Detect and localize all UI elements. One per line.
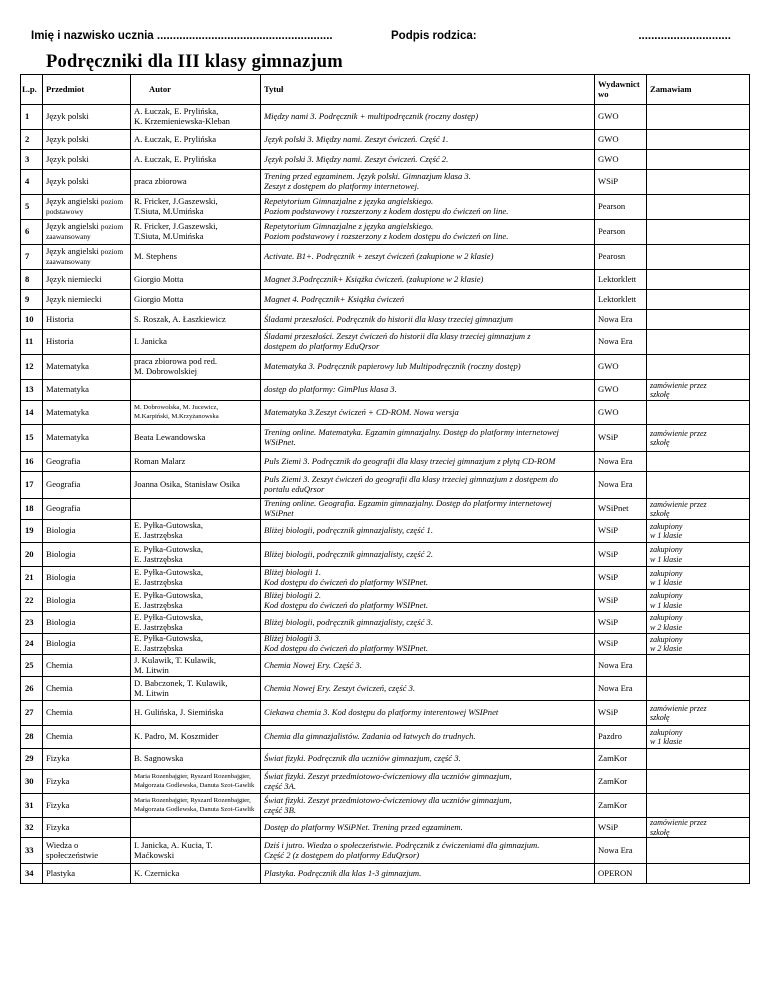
subject-cell bbox=[43, 726, 131, 749]
table-row bbox=[21, 245, 750, 270]
publisher-cell: GWO bbox=[595, 355, 647, 380]
table-row bbox=[21, 818, 750, 838]
subject-cell bbox=[43, 677, 131, 701]
subject-name: Język niemiecki bbox=[46, 273, 102, 284]
author-cell: E. Pyłka-Gutowska, E. Jastrzębska bbox=[131, 567, 261, 590]
row-number: 20 bbox=[21, 543, 43, 567]
subject-name: Język niemiecki bbox=[46, 293, 102, 304]
author-cell bbox=[131, 380, 261, 401]
table-row bbox=[21, 749, 750, 770]
subject-name: Fizyka bbox=[46, 753, 70, 764]
subject-name: Chemia bbox=[46, 731, 73, 742]
publisher-cell: Pearson bbox=[595, 220, 647, 245]
table-row bbox=[21, 105, 750, 130]
row-number: 23 bbox=[21, 612, 43, 634]
subject-name: Matematyka bbox=[46, 432, 89, 443]
order-cell[interactable] bbox=[647, 864, 750, 884]
author-cell: I. Janicka bbox=[131, 330, 261, 355]
row-number: 4 bbox=[21, 170, 43, 195]
row-number: 26 bbox=[21, 677, 43, 701]
subject-cell bbox=[43, 330, 131, 355]
subject-cell bbox=[43, 472, 131, 499]
row-number: 3 bbox=[21, 150, 43, 170]
title-cell: Activate. B1+. Podręcznik + zeszyt ćwiczeń (zakupione w 2 klasie) bbox=[261, 245, 595, 270]
publisher-cell: WSiP bbox=[595, 543, 647, 567]
subject-cell bbox=[43, 310, 131, 330]
publisher-cell: WSiP bbox=[595, 634, 647, 655]
title-cell: Puls Ziemi 3. Podręcznik do geografii dla klasy trzeciej gimnazjum z płytą CD-ROM bbox=[261, 452, 595, 472]
order-cell[interactable]: zakupiony w 1 klasie bbox=[647, 543, 750, 567]
title-cell: Między nami 3. Podręcznik + multipodręcznik (roczny dostęp) bbox=[261, 105, 595, 130]
subject-cell bbox=[43, 634, 131, 655]
subject-cell bbox=[43, 170, 131, 195]
author-cell: A. Łuczak, E. Prylińska, K. Krzemieniewska-Kleban bbox=[131, 105, 261, 130]
subject-name: Matematyka bbox=[46, 361, 89, 372]
row-number: 7 bbox=[21, 245, 43, 270]
publisher-cell: WSiP bbox=[595, 425, 647, 452]
title-cell: Język polski 3. Między nami. Zeszyt ćwiczeń. Część 2. bbox=[261, 150, 595, 170]
order-cell[interactable] bbox=[647, 452, 750, 472]
row-number: 5 bbox=[21, 195, 43, 220]
author-cell: D. Babczonek, T. Kulawik, M. Litwin bbox=[131, 677, 261, 701]
col-header-title: Tytuł bbox=[261, 75, 595, 105]
publisher-cell: WSiP bbox=[595, 701, 647, 726]
table-row bbox=[21, 520, 750, 543]
author-cell: S. Roszak, A. Łaszkiewicz bbox=[131, 310, 261, 330]
publisher-cell: Pearosn bbox=[595, 245, 647, 270]
subject-cell bbox=[43, 270, 131, 290]
row-number: 9 bbox=[21, 290, 43, 310]
row-number: 10 bbox=[21, 310, 43, 330]
table-row bbox=[21, 150, 750, 170]
table-row bbox=[21, 330, 750, 355]
author-cell: A. Łuczak, E. Prylińska bbox=[131, 130, 261, 150]
row-number: 25 bbox=[21, 655, 43, 677]
subject-cell bbox=[43, 794, 131, 818]
subject-cell bbox=[43, 701, 131, 726]
subject-level-note: poziom podstawowy bbox=[46, 197, 124, 216]
table-row bbox=[21, 590, 750, 612]
table-header-row bbox=[21, 75, 750, 105]
publisher-cell: Lektorklett bbox=[595, 290, 647, 310]
subject-name: Matematyka bbox=[46, 384, 89, 395]
author-cell: A. Łuczak, E. Prylińska bbox=[131, 150, 261, 170]
author-cell: R. Fricker, J.Gaszewski, T.Siuta, M.Umińska bbox=[131, 195, 261, 220]
title-cell: Ciekawa chemia 3. Kod dostępu do platformy interentowej WSIPnet bbox=[261, 701, 595, 726]
row-number: 1 bbox=[21, 105, 43, 130]
row-number: 14 bbox=[21, 401, 43, 425]
table-row bbox=[21, 425, 750, 452]
publisher-cell: Nowa Era bbox=[595, 677, 647, 701]
subject-cell bbox=[43, 195, 131, 220]
row-number: 18 bbox=[21, 499, 43, 520]
subject-cell bbox=[43, 150, 131, 170]
subject-name: Historia bbox=[46, 313, 74, 324]
subject-cell bbox=[43, 567, 131, 590]
author-cell: R. Fricker, J.Gaszewski, T.Siuta, M.Umińska bbox=[131, 220, 261, 245]
row-number: 11 bbox=[21, 330, 43, 355]
table-row bbox=[21, 270, 750, 290]
author-cell: Giorgio Motta bbox=[131, 270, 261, 290]
subject-cell bbox=[43, 245, 131, 270]
title-cell: Śladami przeszłości. Zeszyt ćwiczeń do historii dla klasy trzeciej gimnazjum z dostępem do platformy EduQrsor bbox=[261, 330, 595, 355]
title-cell: Repetytorium Gimnazjalne z języka angielskiego. Poziom podstawowy i rozszerzony z kodem dostępu do ćwiczeń on line. bbox=[261, 220, 595, 245]
subject-name: Chemia bbox=[46, 707, 73, 718]
table-row bbox=[21, 170, 750, 195]
publisher-cell: WSiPnet bbox=[595, 499, 647, 520]
table-row bbox=[21, 677, 750, 701]
subject-name: Język polski bbox=[46, 176, 89, 187]
title-cell: Magnet 3.Podręcznik+ Książka ćwiczeń. (zakupione w 2 klasie) bbox=[261, 270, 595, 290]
order-cell[interactable] bbox=[647, 220, 750, 245]
order-cell[interactable]: zamówienie przez szkołę bbox=[647, 380, 750, 401]
row-number: 27 bbox=[21, 701, 43, 726]
table-row bbox=[21, 770, 750, 794]
subject-name: Biologia bbox=[46, 638, 76, 649]
title-cell: Śladami przeszłości. Podręcznik do historii dla klasy trzeciej gimnazjum bbox=[261, 310, 595, 330]
page-title: Podręczniki dla III klasy gimnazjum bbox=[46, 52, 343, 72]
table-row bbox=[21, 290, 750, 310]
publisher-cell: GWO bbox=[595, 401, 647, 425]
publisher-cell: OPERON bbox=[595, 864, 647, 884]
order-cell[interactable] bbox=[647, 290, 750, 310]
author-cell: Giorgio Motta bbox=[131, 290, 261, 310]
subject-name: Fizyka bbox=[46, 821, 70, 832]
table-row bbox=[21, 794, 750, 818]
subject-name: Język angielski bbox=[46, 221, 99, 232]
title-cell: dostęp do platformy: GimPlus klasa 3. bbox=[261, 380, 595, 401]
publisher-cell: Lektorklett bbox=[595, 270, 647, 290]
order-cell[interactable]: zakupiony w 1 klasie bbox=[647, 567, 750, 590]
publisher-cell: Nowa Era bbox=[595, 310, 647, 330]
subject-cell bbox=[43, 770, 131, 794]
subject-name: Język polski bbox=[46, 153, 89, 164]
order-cell[interactable]: zamówienie przez szkołę bbox=[647, 499, 750, 520]
title-cell: Repetytorium Gimnazjalne z języka angielskiego. Poziom podstawowy i rozszerzony z kodem dostępu do ćwiczeń on line. bbox=[261, 195, 595, 220]
title-cell: Bliżej biologii 3. Kod dostępu do ćwiczeń do platformy WSIPnet. bbox=[261, 634, 595, 655]
order-cell[interactable]: zakupiony w 2 klasie bbox=[647, 612, 750, 634]
author-cell: J. Kulawik, T. Kulawik, M. Litwin bbox=[131, 655, 261, 677]
col-header-order: Zamawiam bbox=[647, 75, 750, 105]
row-number: 32 bbox=[21, 818, 43, 838]
table-row bbox=[21, 543, 750, 567]
table-row bbox=[21, 380, 750, 401]
table-row bbox=[21, 220, 750, 245]
table-row bbox=[21, 634, 750, 655]
title-cell: Chemia dla gimnazjalistów. Zadania od łatwych do trudnych. bbox=[261, 726, 595, 749]
table-row bbox=[21, 864, 750, 884]
row-number: 13 bbox=[21, 380, 43, 401]
textbook-table bbox=[20, 74, 750, 884]
subject-cell bbox=[43, 818, 131, 838]
subject-cell bbox=[43, 425, 131, 452]
subject-name: Biologia bbox=[46, 548, 76, 559]
col-header-lp: L.p. bbox=[21, 75, 43, 105]
subject-name: Język polski bbox=[46, 111, 89, 122]
row-number: 31 bbox=[21, 794, 43, 818]
subject-cell bbox=[43, 220, 131, 245]
author-cell bbox=[131, 818, 261, 838]
table-row bbox=[21, 655, 750, 677]
subject-cell bbox=[43, 380, 131, 401]
student-name-field[interactable]: Imię i nazwisko ucznia ....................................................... bbox=[31, 30, 333, 42]
subject-name: Biologia bbox=[46, 616, 76, 627]
subject-name: Fizyka bbox=[46, 799, 70, 810]
author-cell: Joanna Osika, Stanisław Osika bbox=[131, 472, 261, 499]
title-cell: Język polski 3. Między nami. Zeszyt ćwiczeń. Część 1. bbox=[261, 130, 595, 150]
row-number: 2 bbox=[21, 130, 43, 150]
row-number: 6 bbox=[21, 220, 43, 245]
col-header-subject: Przedmiot bbox=[43, 75, 131, 105]
row-number: 8 bbox=[21, 270, 43, 290]
subject-cell bbox=[43, 520, 131, 543]
subject-name: Chemia bbox=[46, 659, 73, 670]
order-cell[interactable] bbox=[647, 105, 750, 130]
title-cell: Świat fizyki. Zeszyt przedmiotowo-ćwiczeniowy dla uczniów gimnazjum, część 3A. bbox=[261, 770, 595, 794]
order-cell[interactable] bbox=[647, 770, 750, 794]
subject-name: Chemia bbox=[46, 682, 73, 693]
subject-name: Plastyka bbox=[46, 867, 76, 878]
author-cell: K. Czernicka bbox=[131, 864, 261, 884]
table-row bbox=[21, 838, 750, 864]
title-cell: Bliżej biologii, podręcznik gimnazjalisty, część 2. bbox=[261, 543, 595, 567]
subject-name: Język angielski bbox=[46, 246, 99, 257]
author-cell: Maria Rozenbajgier, Ryszard Rozenbajgier, Małgorzata Godlewska, Danuta Szot-Gawlik bbox=[131, 794, 261, 818]
subject-name: Historia bbox=[46, 336, 74, 347]
author-cell: M. Dobrowolska, M. Jucewicz, M.Karpiński, M.Krzyżanowska bbox=[131, 401, 261, 425]
table-row bbox=[21, 567, 750, 590]
table-row bbox=[21, 452, 750, 472]
table-row bbox=[21, 355, 750, 380]
author-cell bbox=[131, 499, 261, 520]
publisher-cell: GWO bbox=[595, 150, 647, 170]
order-cell[interactable]: zakupiony w 1 klasie bbox=[647, 726, 750, 749]
row-number: 28 bbox=[21, 726, 43, 749]
title-cell: Chemia Nowej Ery. Zeszyt ćwiczeń, część 3. bbox=[261, 677, 595, 701]
parent-signature-label: Podpis rodzica: bbox=[391, 30, 477, 42]
title-cell: Plastyka. Podręcznik dla klas 1-3 gimnazjum. bbox=[261, 864, 595, 884]
col-header-author: Autor bbox=[131, 75, 261, 105]
author-cell: I. Janicka, A. Kucia, T. Maćkowski bbox=[131, 838, 261, 864]
title-cell: Matematyka 3. Podręcznik papierowy lub Multipodręcznik (roczny dostęp) bbox=[261, 355, 595, 380]
table-row bbox=[21, 310, 750, 330]
title-cell: Magnet 4. Podręcznik+ Książka ćwiczeń bbox=[261, 290, 595, 310]
subject-name: Język polski bbox=[46, 133, 89, 144]
title-cell: Bliżej biologii, podręcznik gimnazjalisty, część 1. bbox=[261, 520, 595, 543]
table-row bbox=[21, 701, 750, 726]
publisher-cell: Nowa Era bbox=[595, 330, 647, 355]
order-cell[interactable] bbox=[647, 130, 750, 150]
order-cell[interactable]: zakupiony w 1 klasie bbox=[647, 590, 750, 612]
subject-cell bbox=[43, 499, 131, 520]
row-number: 34 bbox=[21, 864, 43, 884]
publisher-cell: ZamKor bbox=[595, 770, 647, 794]
order-cell[interactable]: zamówienie przez szkołę bbox=[647, 425, 750, 452]
publisher-cell: Nowa Era bbox=[595, 838, 647, 864]
subject-cell bbox=[43, 655, 131, 677]
order-cell[interactable] bbox=[647, 355, 750, 380]
publisher-cell: WSiP bbox=[595, 170, 647, 195]
subject-name: Geografia bbox=[46, 479, 81, 490]
subject-name: Język angielski bbox=[46, 196, 99, 207]
title-cell: Dostęp do platformy WSiPNet. Trening przed egzaminem. bbox=[261, 818, 595, 838]
title-cell: Trening online. Geografia. Egzamin gimnazjalny. Dostęp do platformy internetowej WSiPnet bbox=[261, 499, 595, 520]
publisher-cell: Nowa Era bbox=[595, 655, 647, 677]
subject-name: Matematyka bbox=[46, 406, 89, 417]
order-cell[interactable] bbox=[647, 245, 750, 270]
title-cell: Chemia Nowej Ery. Część 3. bbox=[261, 655, 595, 677]
row-number: 22 bbox=[21, 590, 43, 612]
author-cell: K. Padro, M. Koszmider bbox=[131, 726, 261, 749]
subject-name: Biologia bbox=[46, 572, 76, 583]
row-number: 17 bbox=[21, 472, 43, 499]
subject-cell bbox=[43, 543, 131, 567]
order-cell[interactable] bbox=[647, 270, 750, 290]
publisher-cell: Nowa Era bbox=[595, 452, 647, 472]
table-row bbox=[21, 726, 750, 749]
form-header bbox=[31, 30, 731, 46]
order-cell[interactable] bbox=[647, 838, 750, 864]
title-cell: Matematyka 3.Zeszyt ćwiczeń + CD-ROM. Nowa wersja bbox=[261, 401, 595, 425]
subject-name: Biologia bbox=[46, 525, 76, 536]
title-cell: Świat fizyki. Podręcznik dla uczniów gimnazjum, część 3. bbox=[261, 749, 595, 770]
subject-cell bbox=[43, 612, 131, 634]
order-cell[interactable]: zamówienie przez szkołę bbox=[647, 818, 750, 838]
subject-name: Wiedza o społeczeństwie bbox=[46, 839, 99, 860]
order-cell[interactable] bbox=[647, 170, 750, 195]
row-number: 29 bbox=[21, 749, 43, 770]
publisher-cell: WSiP bbox=[595, 567, 647, 590]
publisher-cell: GWO bbox=[595, 105, 647, 130]
title-cell: Trening przed egzaminem. Język polski. Gimnazjum klasa 3. Zeszyt z dostępem do platformy internetowej. bbox=[261, 170, 595, 195]
title-cell: Trening online. Matematyka. Egzamin gimnazjalny. Dostęp do platformy internetowej WSiPnet. bbox=[261, 425, 595, 452]
publisher-cell: GWO bbox=[595, 380, 647, 401]
row-number: 12 bbox=[21, 355, 43, 380]
title-cell: Bliżej biologii 1. Kod dostępu do ćwiczeń do platformy WSIPnet. bbox=[261, 567, 595, 590]
author-cell: Beata Lewandowska bbox=[131, 425, 261, 452]
row-number: 30 bbox=[21, 770, 43, 794]
order-cell[interactable]: zakupiony w 1 klasie bbox=[647, 520, 750, 543]
title-cell: Dziś i jutro. Wiedza o społeczeństwie. Podręcznik z ćwiczeniami dla gimnazjum. Część 2 (z dostępem do platformy EduQrsor) bbox=[261, 838, 595, 864]
order-cell[interactable] bbox=[647, 195, 750, 220]
author-cell: B. Sagnowska bbox=[131, 749, 261, 770]
publisher-cell: WSiP bbox=[595, 612, 647, 634]
order-cell[interactable] bbox=[647, 310, 750, 330]
author-cell: E. Pyłka-Gutowska, E. Jastrzębska bbox=[131, 612, 261, 634]
subject-cell bbox=[43, 838, 131, 864]
author-cell: H. Gulińska, J. Siemińska bbox=[131, 701, 261, 726]
table-row bbox=[21, 401, 750, 425]
publisher-cell: WSiP bbox=[595, 818, 647, 838]
row-number: 19 bbox=[21, 520, 43, 543]
subject-name: Geografia bbox=[46, 503, 81, 514]
row-number: 16 bbox=[21, 452, 43, 472]
row-number: 33 bbox=[21, 838, 43, 864]
order-cell[interactable]: zamówienie przez szkołę bbox=[647, 701, 750, 726]
order-cell[interactable] bbox=[647, 401, 750, 425]
order-cell[interactable] bbox=[647, 749, 750, 770]
author-cell: E. Pyłka-Gutowska, E. Jastrzębska bbox=[131, 520, 261, 543]
title-cell: Bliżej biologii, podręcznik gimnazjalisty, część 3. bbox=[261, 612, 595, 634]
author-cell: E. Pyłka-Gutowska, E. Jastrzębska bbox=[131, 590, 261, 612]
publisher-cell: GWO bbox=[595, 130, 647, 150]
subject-name: Fizyka bbox=[46, 775, 70, 786]
table-row bbox=[21, 472, 750, 499]
row-number: 21 bbox=[21, 567, 43, 590]
subject-cell bbox=[43, 401, 131, 425]
publisher-cell: WSiP bbox=[595, 520, 647, 543]
order-cell[interactable] bbox=[647, 794, 750, 818]
title-cell: Świat fizyki. Zeszyt przedmiotowo-ćwiczeniowy dla uczniów gimnazjum, część 3B. bbox=[261, 794, 595, 818]
subject-cell bbox=[43, 355, 131, 380]
order-cell[interactable] bbox=[647, 655, 750, 677]
subject-name: Biologia bbox=[46, 594, 76, 605]
author-cell: M. Stephens bbox=[131, 245, 261, 270]
publisher-cell: Nowa Era bbox=[595, 472, 647, 499]
parent-signature-field[interactable]: ............................. bbox=[638, 30, 731, 42]
table-row bbox=[21, 130, 750, 150]
order-cell[interactable] bbox=[647, 677, 750, 701]
author-cell: Maria Rozenbajgier, Ryszard Rozenbajgier, Małgorzata Godlewska, Danuta Szot-Gawlik bbox=[131, 770, 261, 794]
subject-cell bbox=[43, 290, 131, 310]
order-cell[interactable] bbox=[647, 330, 750, 355]
author-cell: E. Pyłka-Gutowska, E. Jastrzębska bbox=[131, 543, 261, 567]
col-header-publisher: Wydawnictwo bbox=[595, 75, 647, 105]
subject-cell bbox=[43, 130, 131, 150]
subject-cell bbox=[43, 452, 131, 472]
table-row bbox=[21, 195, 750, 220]
order-cell[interactable] bbox=[647, 472, 750, 499]
author-cell: praca zbiorowa pod red. M. Dobrowolskiej bbox=[131, 355, 261, 380]
table-row bbox=[21, 499, 750, 520]
title-cell: Bliżej biologii 2. Kod dostępu do ćwiczeń do platformy WSIPnet. bbox=[261, 590, 595, 612]
author-cell: Roman Malarz bbox=[131, 452, 261, 472]
order-cell[interactable] bbox=[647, 150, 750, 170]
publisher-cell: ZamKor bbox=[595, 749, 647, 770]
subject-cell bbox=[43, 749, 131, 770]
row-number: 24 bbox=[21, 634, 43, 655]
table-row bbox=[21, 612, 750, 634]
subject-cell bbox=[43, 864, 131, 884]
subject-cell bbox=[43, 105, 131, 130]
subject-cell bbox=[43, 590, 131, 612]
publisher-cell: WSiP bbox=[595, 590, 647, 612]
publisher-cell: Pearson bbox=[595, 195, 647, 220]
author-cell: E. Pyłka-Gutowska, E. Jastrzębska bbox=[131, 634, 261, 655]
order-cell[interactable]: zakupiony w 2 klasie bbox=[647, 634, 750, 655]
subject-level-note: poziom zaawansowany bbox=[46, 247, 124, 266]
subject-level-note: poziom zaawansowany bbox=[46, 222, 124, 241]
author-cell: praca zbiorowa bbox=[131, 170, 261, 195]
publisher-cell: ZamKor bbox=[595, 794, 647, 818]
subject-name: Geografia bbox=[46, 455, 81, 466]
title-cell: Puls Ziemi 3. Zeszyt ćwiczeń do geografii dla klasy trzeciej gimnazjum z dostępem do portalu eduQrsor bbox=[261, 472, 595, 499]
publisher-cell: Pazdro bbox=[595, 726, 647, 749]
row-number: 15 bbox=[21, 425, 43, 452]
